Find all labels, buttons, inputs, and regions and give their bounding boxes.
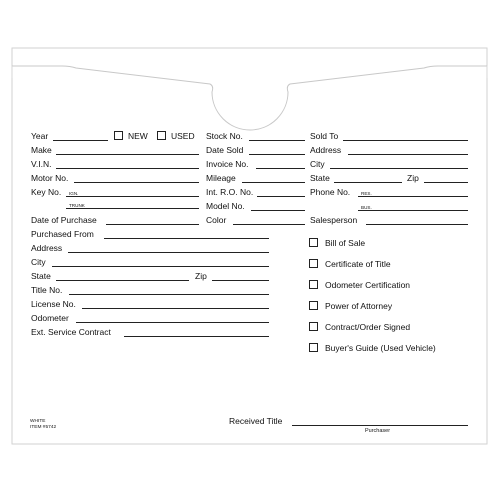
sold-address-line[interactable] [348,154,468,155]
contract-order-signed-checkbox[interactable] [309,322,318,331]
power-of-attorney-label: Power of Attorney [325,301,393,311]
date-of-purchase-line[interactable] [106,224,199,225]
sold-city-line[interactable] [330,168,468,169]
mileage-label: Mileage [206,173,236,183]
motor-no-label: Motor No. [31,173,69,183]
phone-res-line[interactable] [358,196,468,197]
stock-no-line[interactable] [249,140,305,141]
certificate-of-title-checkbox[interactable] [309,259,318,268]
bill-of-sale-checkbox[interactable] [309,238,318,247]
sold-to-label: Sold To [310,131,339,141]
salesperson-label: Salesperson [310,215,358,225]
ext-service-contract-line[interactable] [124,336,269,337]
purchase-address-line[interactable] [68,252,269,253]
license-no-line[interactable] [82,308,269,309]
odometer-certification-checkbox[interactable] [309,280,318,289]
sold-zip-line[interactable] [424,182,468,183]
model-no-line[interactable] [251,210,305,211]
key-ign-line[interactable] [66,196,199,197]
purchase-address-label: Address [31,243,63,253]
key-no-label: Key No. [31,187,62,197]
stock-color-code: WHITE [30,419,46,424]
new-label: NEW [128,131,148,141]
mileage-line[interactable] [242,182,305,183]
purchase-city-label: City [31,257,46,267]
date-of-purchase-label: Date of Purchase [31,215,97,225]
sold-city-label: City [310,159,325,169]
res-label: RES. [361,191,372,196]
year-label: Year [31,131,49,141]
new-checkbox[interactable] [114,131,123,140]
buyers-guide-checkbox[interactable] [309,343,318,352]
vin-label: V.I.N. [31,159,52,169]
year-line[interactable] [53,140,108,141]
power-of-attorney-checkbox[interactable] [309,301,318,310]
make-label: Make [31,145,52,155]
received-title-label: Received Title [229,416,283,426]
purchase-zip-line[interactable] [212,280,269,281]
certificate-of-title-label: Certificate of Title [325,259,391,269]
sold-state-line[interactable] [334,182,402,183]
bus-label: BUS. [361,205,372,210]
int-ro-no-line[interactable] [257,196,305,197]
purchased-from-label: Purchased From [31,229,94,239]
contract-order-signed-label: Contract/Order Signed [325,322,411,332]
purchased-from-line[interactable] [104,238,269,239]
ext-service-contract-label: Ext. Service Contract [31,327,111,337]
buyers-guide-label: Buyer's Guide (Used Vehicle) [325,343,436,353]
purchase-state-line[interactable] [56,280,189,281]
trunk-label: TRUNK [69,203,85,208]
make-line[interactable] [56,154,199,155]
title-no-label: Title No. [31,285,63,295]
key-trunk-line[interactable] [66,208,199,209]
date-sold-label: Date Sold [206,145,244,155]
license-no-label: License No. [31,299,76,309]
salesperson-line[interactable] [366,224,468,225]
sold-zip-label: Zip [407,173,419,183]
used-label: USED [171,131,195,141]
sold-state-label: State [310,173,330,183]
sold-to-line[interactable] [343,140,468,141]
model-no-label: Model No. [206,201,245,211]
purchase-state-label: State [31,271,51,281]
odometer-line[interactable] [76,322,269,323]
phone-no-label: Phone No. [310,187,351,197]
motor-no-line[interactable] [74,182,199,183]
color-label: Color [206,215,227,225]
purchase-zip-label: Zip [195,271,207,281]
purchaser-caption: Purchaser [365,428,391,434]
vin-line[interactable] [56,168,199,169]
sold-address-label: Address [310,145,342,155]
title-no-line[interactable] [69,294,269,295]
item-number: ITEM #5742 [30,425,57,430]
invoice-no-line[interactable] [256,168,305,169]
odometer-label: Odometer [31,313,69,323]
stock-no-label: Stock No. [206,131,243,141]
purchase-city-line[interactable] [52,266,269,267]
ign-label: IGN. [69,191,79,196]
received-title-line[interactable] [292,425,468,426]
odometer-certification-label: Odometer Certification [325,280,411,290]
date-sold-line[interactable] [249,154,305,155]
bill-of-sale-label: Bill of Sale [325,238,366,248]
int-ro-no-label: Int. R.O. No. [206,187,254,197]
invoice-no-label: Invoice No. [206,159,249,169]
phone-bus-line[interactable] [358,210,468,211]
used-checkbox[interactable] [157,131,166,140]
color-line[interactable] [233,224,305,225]
